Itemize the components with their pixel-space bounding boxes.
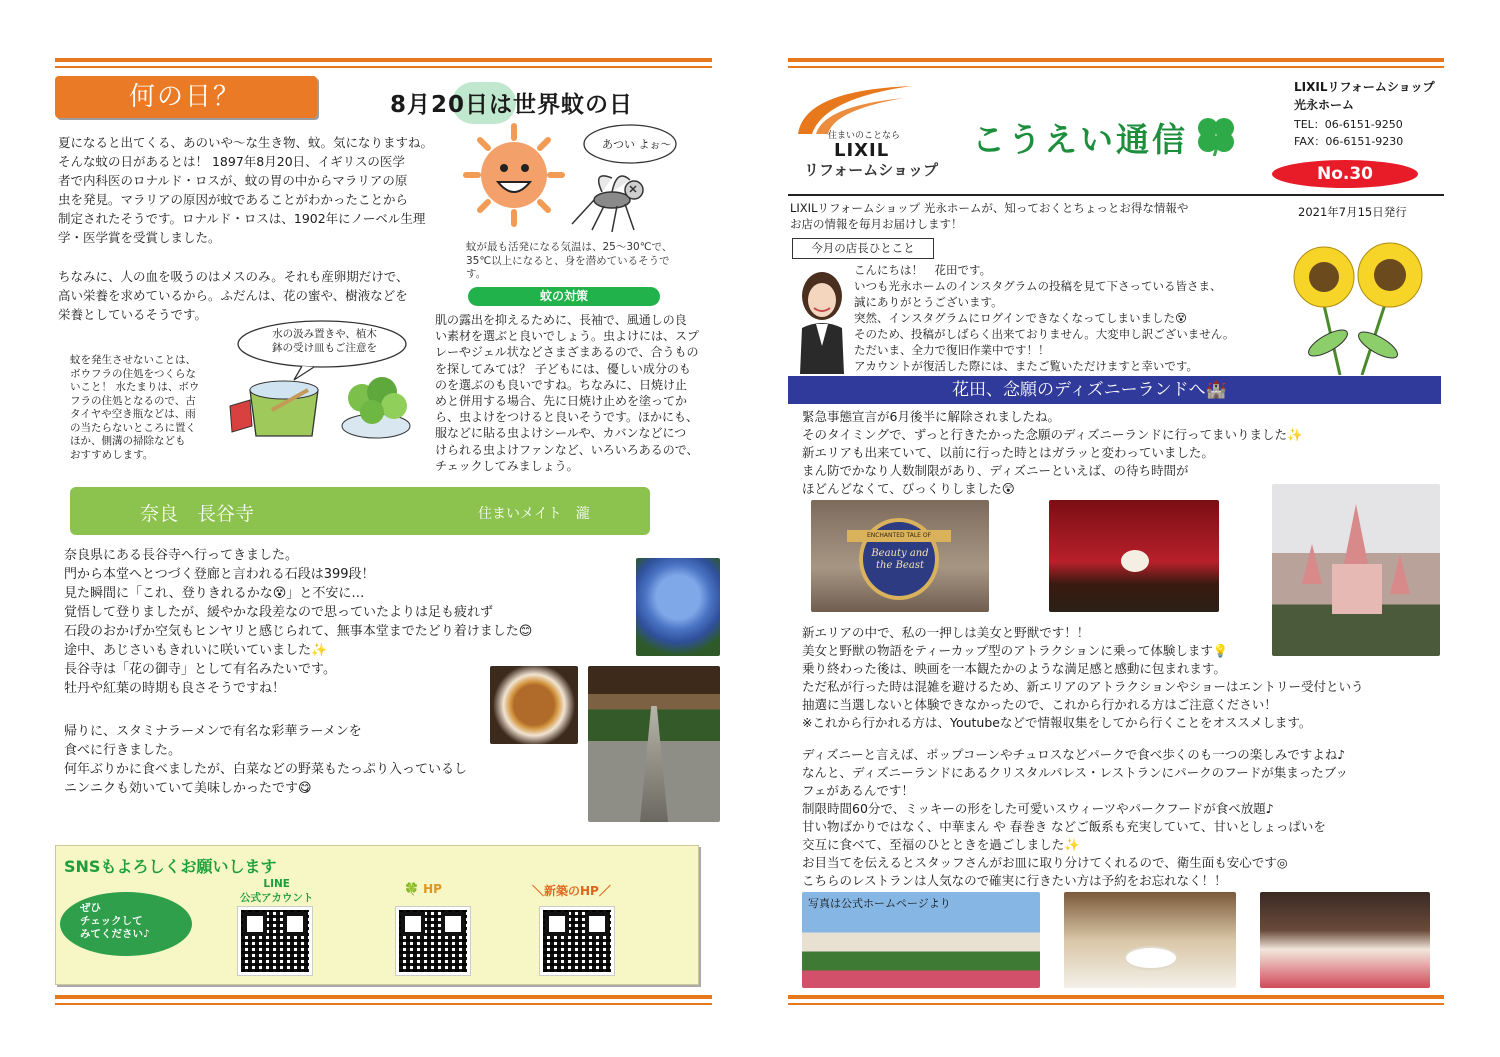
disney-text-2: 新エリアの中で、私の一押しは美女と野獣です！！ 美女と野獣の物語をティーカップ型のアトラクションに乗って体験します💡 乗り終わった後は、映画を一本観たかのような満足感と感動に包まれます。 ただ私が行った時は混雑を避けるため、新エリアのアトラクションやショーはエントリー受付という 抽選に当選しないと体験できなかったので、これから行かれる方はご注意ください！ ※これから行かれる方は、Youtubeなどで情報収集をしてから行くことをオススメします。 <box>802 625 1364 730</box>
mosquito-icon <box>572 176 643 232</box>
top-rule-left <box>55 58 712 62</box>
buffet-photo <box>1064 892 1236 988</box>
nanno-hi-headline: 8月20日は世界蚊の日 <box>390 92 634 118</box>
disney-title: 花田、念願のディズニーランドへ🏰 <box>952 380 1227 400</box>
nara-text-1: 奈良県にある長谷寺へ行ってきました。 門から本堂へとつづく登廊と言われる石段は399段！ 見た瞬間に「これ、登りきれるかな😵」と不安に… 覚悟して登りましたが、緩やかな段差なので思っていたよりは足も疲れず 石段のおかげか空気もヒンヤリと感じられて、無事本堂までたどり着けました😊 途中、あじさいもきれいに咲いていました✨ 長谷寺は「花の御寺」として有名みたいです。 牡丹や紅葉の時期も良さそうですね！ <box>64 548 533 696</box>
nara-banner <box>70 487 650 535</box>
disney-banner <box>788 376 1441 404</box>
sun-icon <box>466 126 562 224</box>
issue-number: No.30 <box>1316 164 1374 184</box>
nara-author: 住まいメイト 瀧 <box>478 506 590 522</box>
plant-pot-icon <box>342 377 410 438</box>
taisaku-label: 蚊の対策 <box>539 289 588 303</box>
manager-avatar <box>792 266 852 374</box>
sign-title: Beauty and the Beast <box>871 548 929 571</box>
shop-fax: FAX：06-6151-9230 <box>1294 135 1404 148</box>
sign-banner: ENCHANTED TALE OF <box>847 530 951 542</box>
bottom-rule-left-thin <box>55 1003 712 1005</box>
logo-brand: LIXIL <box>834 140 890 161</box>
manager-message: こんにちは！ 花田です。 いつも光永ホームのインスタグラムの投稿を見て下さっている皆さま、 誠にありがとうございます。 突然、インスタグラムにログインできなくなってしまいました😵 そのため、投稿がしばらく出来ておりません。大変申し訳ございません。 ただいま、全力で復旧作業中です！！ アカウントが復活した際には、またご覧いただけますと幸いです。 <box>854 263 1235 373</box>
check-bubble-text: ぜひ チェックして みてください♪ <box>80 902 150 940</box>
hp-label: 🍀 HP <box>404 882 442 896</box>
sunflower-icon <box>1294 247 1354 307</box>
clover-icon <box>1194 112 1238 156</box>
ramen-photo <box>490 666 578 744</box>
bottom-rule-right-thin <box>788 1003 1444 1005</box>
mosquito-day-text-2: ちなみに、人の血を吸うのはメスのみ。それも産卵期だけで、 高い栄養を求めているから。ふだんは、花の蜜や、樹液などを 栄養としているそうです。 <box>58 269 409 322</box>
shop-tel: TEL：06-6151-9250 <box>1294 118 1403 131</box>
palace-exterior-photo <box>802 892 1040 988</box>
manager-label: 今月の店長ひとこと <box>811 241 915 255</box>
header-rule <box>788 194 1444 196</box>
line-label: LINE 公式アカウント <box>240 878 314 904</box>
sun-speech-bubble: あつい よぉ〜 <box>602 138 672 151</box>
shop-name-1: LIXILリフォームショップ <box>1294 80 1435 94</box>
top-rule-left-thin <box>55 66 712 68</box>
corridor-photo <box>588 666 720 822</box>
bucket-icon <box>250 381 318 436</box>
photo-caption: 写真は公式ホームページより <box>808 897 951 910</box>
issue-date: 2021年7月15日発行 <box>1298 205 1407 219</box>
nanno-hi-tab-label: 何の日？ <box>129 82 242 112</box>
nanno-hi-tab <box>55 76 317 118</box>
temperature-note: 蚊が最も活発になる気温は、25〜30℃で、 35℃以上になると、身を潜めているそうで す。 <box>466 241 673 280</box>
issue-badge <box>1272 160 1418 188</box>
prevent-note: 蚊を発生させないことは、 ボウフラの住処をつくらな いこと！ 水たまりは、ボウ フラの住処となるので、古 タイヤや空き瓶などは、雨 の当たらないところに置く ほか、側溝の掃除なども おすすめします。 <box>70 354 200 461</box>
watering-can-icon <box>230 400 252 432</box>
hp-qr-code[interactable] <box>396 907 470 975</box>
intro-text: LIXILリフォームショップ 光永ホームが、知っておくとちょっとお得な情報や お店の情報を毎月お届けします！ <box>790 201 1189 231</box>
newsletter-title: こうえい通信 <box>972 120 1188 159</box>
top-rule-right-thin <box>788 66 1444 68</box>
sunflower-icon-2 <box>1358 243 1422 307</box>
logo-sub: リフォームショップ <box>804 161 938 179</box>
bottom-rule-right <box>788 995 1444 999</box>
hydrangea-photo <box>636 558 720 656</box>
disney-text-1: 緊急事態宣言が6月後半に解除されましたね。 そのタイミングで、ずっと行きたかった念願のディズニーランドに行ってまいりました✨ 新エリアも出来ていて、以前に行った時とはガラッと変わっていました。 まん防でかなり人数制限があり、ディズニーといえば、の待ち時間が ほどんどなくて、びっくりしました😲 <box>802 409 1303 496</box>
line-qr-code[interactable] <box>238 907 312 975</box>
bottom-rule-left <box>55 995 712 999</box>
theater-photo <box>1049 500 1219 612</box>
new-hp-label: ＼新築のHP／ <box>532 884 611 898</box>
top-rule-right <box>788 58 1444 62</box>
sunflower-illustration <box>1270 235 1440 375</box>
water-bubble-text: 水の汲み置きや、植木 鉢の受け皿もご注意を <box>272 328 377 354</box>
logo-tagline: 住まいのことなら <box>828 131 901 141</box>
taisaku-text: 肌の露出を抑えるために、長袖で、風通しの良 い素材を選ぶと良いでしょう。虫よけには、スプ レーやジェル状などさまざまあるので、合うもの を探してみては？ 子どもには、優しい成分のも のを選ぶのも良いですね。ちなみに、日焼け止 めと併用する場合、先に日焼け止めを塗ってか ら、虫よけをつけると良いそうです。ほかにも、 服などに貼る虫よけシールや、カバンなどにつ けられる虫よけファンなど、いろいろあるので、 チェックしてみましょう。 <box>435 313 700 473</box>
disney-text-3: ディズニーと言えば、ポップコーンやチュロスなどパークで食べ歩くのも一つの楽しみですよね♪ なんと、ディズニーランドにあるクリスタルパレス・レストランにパークのフードが集まったブッ フェがあるんです！ 制限時間60分で、ミッキーの形をした可愛いスウィーツやパークフードが食べ放題♪ 甘い物ばかりではなく、中華まん や 春巻き などご飯系も充実していて、甘いとしょっぱいを 交互に食べて、至福のひとときを過ごしました✨ お目当てを伝えるとスタッフさんがお皿に取り分けてくれるので、衛生面も安心です◎ こちらのレストランは人気なので確実に行きたい方は予約をお忘れなく！！ <box>802 747 1348 888</box>
beauty-beast-sign-photo <box>811 500 989 612</box>
sns-title: SNSもよろしくお願いします <box>64 857 277 876</box>
nara-title: 奈良 長谷寺 <box>140 503 255 525</box>
new-hp-qr-code[interactable] <box>540 907 614 975</box>
nara-text-2: 帰りに、スタミナラーメンで有名な彩華ラーメンを 食べに行きました。 何年ぶりかに食べましたが、白菜などの野菜もたっぷり入っているし ニンニクも効いていて美味しかったです😋 <box>64 724 468 796</box>
taisaku-badge <box>468 287 660 306</box>
shop-name-2: 光永ホーム <box>1294 98 1355 112</box>
manager-label-box <box>792 238 934 259</box>
mosquito-day-text-1: 夏になると出てくる、あのいや〜な生き物、蚊。気になりますね。 そんな蚊の日があるとは！ 1897年8月20日、イギリスの医学 者で内科医のロナルド・ロスが、蚊の胃の中からマラリアの原 虫を発見。マラリアの原因が蚊であることがわかったことから 制定されたそうです。ロナルド・ロスは、1902年にノーベル生理 学・医学賞を受賞しました。 <box>58 135 434 245</box>
sweets-photo <box>1260 892 1430 988</box>
